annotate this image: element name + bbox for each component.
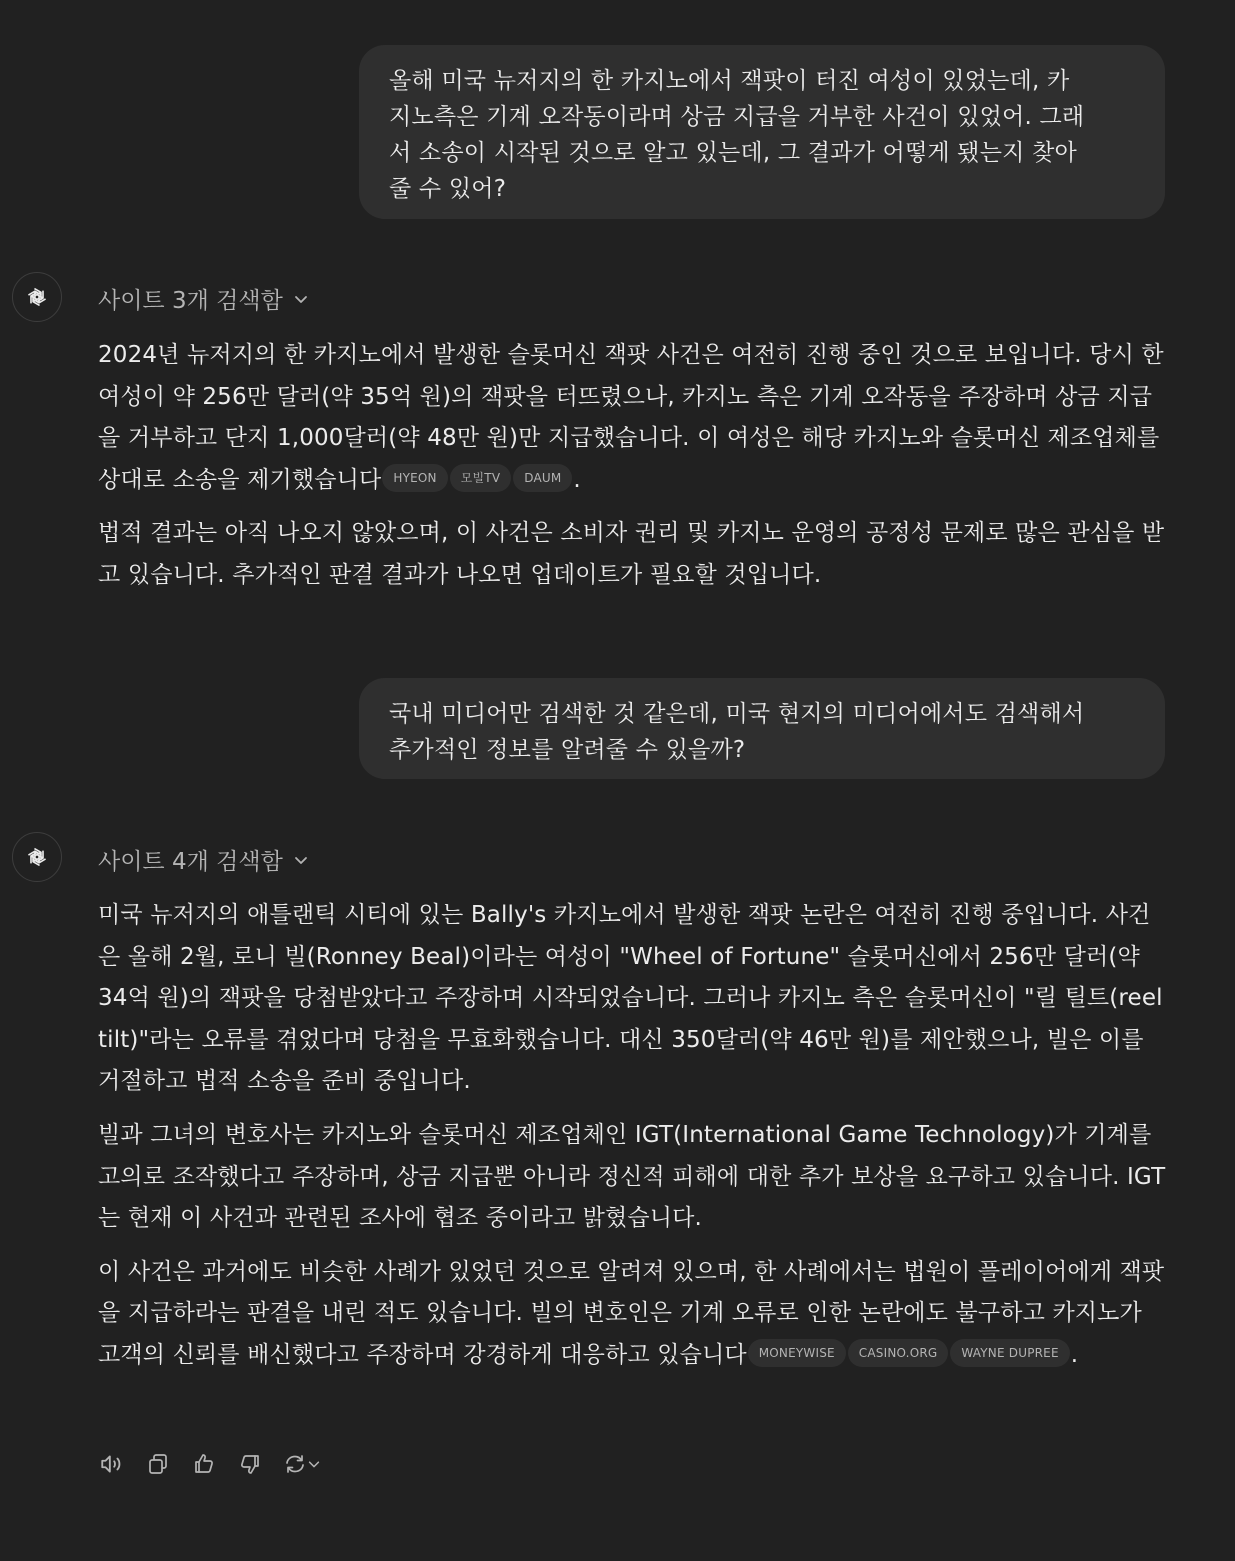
good-response-button[interactable]: [190, 1450, 218, 1478]
thumbs-up-icon: [192, 1452, 216, 1476]
openai-logo-icon: [23, 843, 51, 871]
response-paragraph: 미국 뉴저지의 애틀랜틱 시티에 있는 Bally's 카지노에서 발생한 잭팟 논란은 여전히 진행 중입니다. 사건은 올해 2월, 로니 빌(Ronney Beal)이라는 여성이 "Wheel of Fortune" 슬롯머신에서 256만 달러(약 34억 원)의 잭팟을 당첨받았다고 주장하며 시작되었습니다. 그러나 카지노 측은 슬롯머신이 "릴 틸트(reel tilt)"라는 오류를 겪었다며 당첨을 무효화했습니다. 대신 350달러(약 46만 원)를 제안했으나, 빌은 이를 거절하고 법적 소송을 준비 중입니다.: [98, 902, 1163, 1095]
user-message-1-line-2: 지노측은 기계 오작동이라며 상금 지급을 거부한 사건이 있었어. 그래: [389, 104, 1085, 130]
search-sources-toggle[interactable]: [98, 282, 309, 315]
source-chip-wayne-dupree[interactable]: WAYNE DUPREE: [950, 1339, 1069, 1367]
source-chip-casino-org[interactable]: CASINO.ORG: [848, 1339, 949, 1367]
user-message-2-line-2: 추가적인 정보를 알려줄 수 있을까?: [389, 737, 746, 763]
assistant-response-1: [98, 335, 1168, 609]
source-chip-moneywise[interactable]: MONEYWISE: [748, 1339, 846, 1367]
chevron-down-icon: [293, 852, 309, 868]
user-message-1-line-1: 올해 미국 뉴저지의 한 카지노에서 잭팟이 터진 여성이 있었는데, 카: [389, 68, 1070, 94]
assistant-avatar: [12, 832, 62, 882]
assistant-avatar: [12, 272, 62, 322]
thumbs-down-icon: [238, 1452, 262, 1476]
source-chip-daum[interactable]: DAUM: [513, 464, 572, 492]
search-sources-toggle[interactable]: [98, 843, 309, 876]
search-sources-label: 사이트 4개 검색함: [98, 849, 283, 875]
assistant-response-2: [98, 895, 1168, 1389]
chevron-down-icon: [307, 1457, 321, 1471]
user-message-1-line-3: 서 소송이 시작된 것으로 알고 있는데, 그 결과가 어떻게 됐는지 찾아: [389, 140, 1077, 166]
source-chip-mobiltv[interactable]: 모빌TV: [450, 464, 512, 492]
response-paragraph: [98, 335, 1168, 501]
user-message-1-line-4: 줄 수 있어?: [389, 176, 507, 202]
regenerate-icon: [283, 1452, 307, 1476]
bad-response-button[interactable]: [236, 1450, 264, 1478]
user-message-1: [359, 45, 1165, 219]
copy-icon: [146, 1452, 170, 1476]
speaker-icon: [99, 1451, 125, 1477]
user-message-2: [359, 678, 1165, 779]
response-text-end: .: [573, 466, 581, 493]
chevron-down-icon: [293, 291, 309, 307]
message-actions-toolbar: [98, 1450, 322, 1478]
copy-button[interactable]: [144, 1450, 172, 1478]
response-text: 2024년 뉴저지의 한 카지노에서 발생한 슬롯머신 잭팟 사건은 여전히 진행 중인 것으로 보입니다. 당시 한 여성이 약 256만 달러(약 35억 원)의 잭팟을 터뜨렸으나, 카지노 측은 기계 오작동을 주장하며 상금 지급을 거부하고 단지 1,000달러(약 48만 원)만 지급했습니다. 이 여성은 해당 카지노와 슬롯머신 제조업체를 상대로 소송을 제기했습니다: [98, 342, 1164, 493]
search-sources-label: 사이트 3개 검색함: [98, 288, 283, 314]
user-message-2-line-1: 국내 미디어만 검색한 것 같은데, 미국 현지의 미디어에서도 검색해서: [389, 701, 1085, 727]
response-paragraph: 법적 결과는 아직 나오지 않았으며, 이 사건은 소비자 권리 및 카지노 운영의 공정성 문제로 많은 관심을 받고 있습니다. 추가적인 판결 결과가 나오면 업데이트가 필요할 것입니다.: [98, 520, 1165, 588]
regenerate-button[interactable]: [282, 1450, 322, 1478]
response-text: 이 사건은 과거에도 비슷한 사례가 있었던 것으로 알려져 있으며, 한 사례에서는 법원이 플레이어에게 잭팟을 지급하라는 판결을 내린 적도 있습니다. 빌의 변호인은 기계 오류로 인한 논란에도 불구하고 카지노가 고객의 신뢰를 배신했다고 주장하며 강경하게 대응하고 있습니다: [98, 1258, 1165, 1368]
source-chip-hyeon[interactable]: HYEON: [382, 464, 447, 492]
openai-logo-icon: [23, 283, 51, 311]
response-paragraph: 빌과 그녀의 변호사는 카지노와 슬롯머신 제조업체인 IGT(International Game Technology)가 기계를 고의로 조작했다고 주장하며, 상금 지급뿐 아니라 정신적 피해에 대한 추가 보상을 요구하고 있습니다. IGT는 현재 이 사건과 관련된 조사에 협조 중이라고 밝혔습니다.: [98, 1121, 1166, 1232]
read-aloud-button[interactable]: [98, 1450, 126, 1478]
response-paragraph: [98, 1252, 1168, 1377]
response-text-end: .: [1070, 1341, 1079, 1368]
